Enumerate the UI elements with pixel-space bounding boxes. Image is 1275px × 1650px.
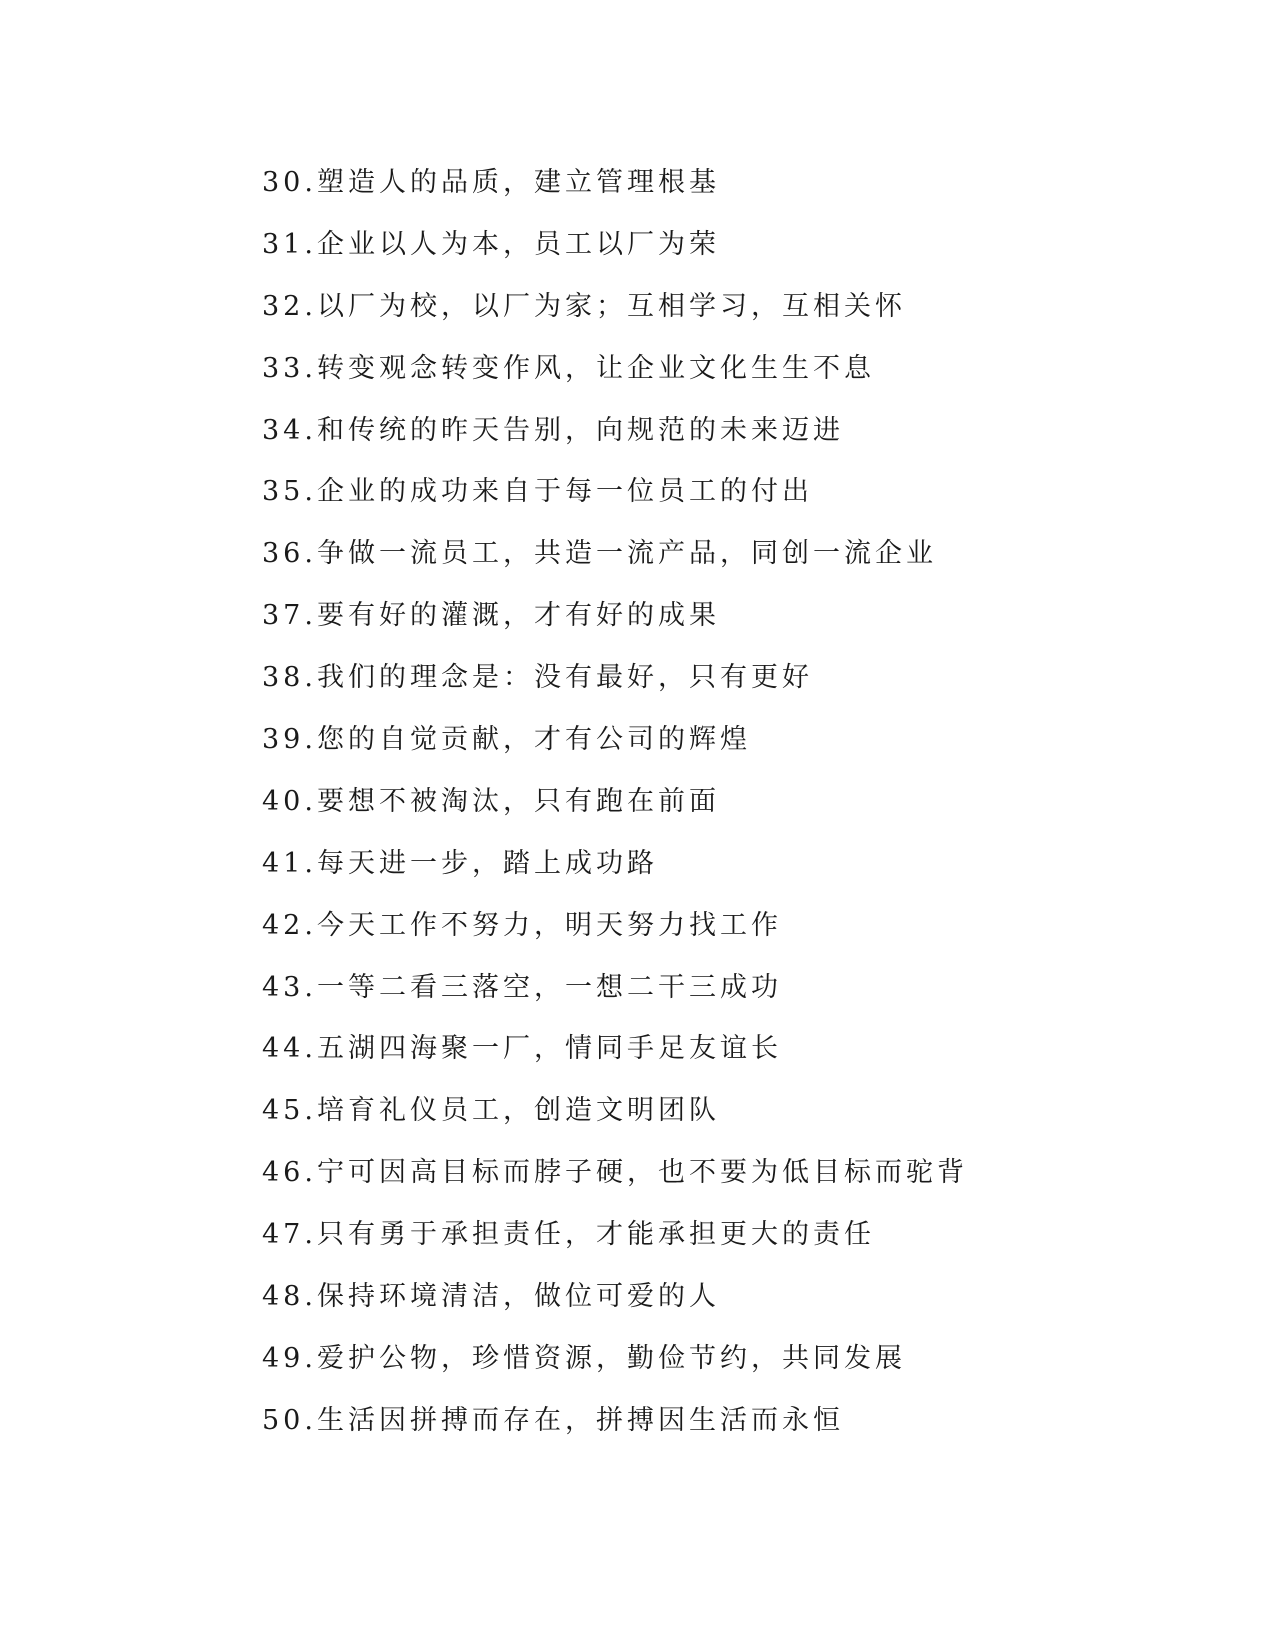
slogan-item: 48.保持环境清洁，做位可爱的人 (262, 1281, 720, 1313)
slogan-item: 49.爱护公物，珍惜资源，勤俭节约，共同发展 (262, 1342, 906, 1374)
slogan-item: 38.我们的理念是：没有最好，只有更好 (262, 662, 813, 694)
slogan-item: 47.只有勇于承担责任，才能承担更大的责任 (262, 1219, 875, 1251)
slogan-item: 46.宁可因高目标而脖子硬，也不要为低目标而驼背 (262, 1157, 968, 1189)
slogan-list (262, 168, 968, 1468)
slogan-item: 37.要有好的灌溉，才有好的成果 (262, 600, 720, 632)
slogan-item: 41.每天进一步，踏上成功路 (262, 847, 658, 879)
slogan-item: 35.企业的成功来自于每一位员工的付出 (262, 476, 813, 508)
slogan-item: 34.和传统的昨天告别，向规范的未来迈进 (262, 414, 844, 446)
slogan-item: 50.生活因拼搏而存在，拼搏因生活而永恒 (262, 1404, 844, 1436)
slogan-item: 43.一等二看三落空，一想二干三成功 (262, 971, 782, 1003)
slogan-item: 30.塑造人的品质，建立管理根基 (262, 167, 720, 198)
slogan-item: 33.转变观念转变作风，让企业文化生生不息 (262, 352, 875, 384)
slogan-item: 42.今天工作不努力，明天努力找工作 (262, 909, 782, 941)
slogan-item: 32.以厂为校，以厂为家；互相学习，互相关怀 (262, 290, 906, 322)
slogan-item: 45.培育礼仪员工，创造文明团队 (262, 1095, 720, 1127)
slogan-item: 39.您的自觉贡献，才有公司的辉煌 (262, 724, 751, 756)
slogan-item: 36.争做一流员工，共造一流产品，同创一流企业 (262, 538, 937, 570)
slogan-item: 40.要想不被淘汰，只有跑在前面 (262, 785, 720, 817)
slogan-item: 44.五湖四海聚一厂，情同手足友谊长 (262, 1033, 782, 1065)
slogan-item: 31.企业以人为本，员工以厂为荣 (262, 228, 720, 260)
